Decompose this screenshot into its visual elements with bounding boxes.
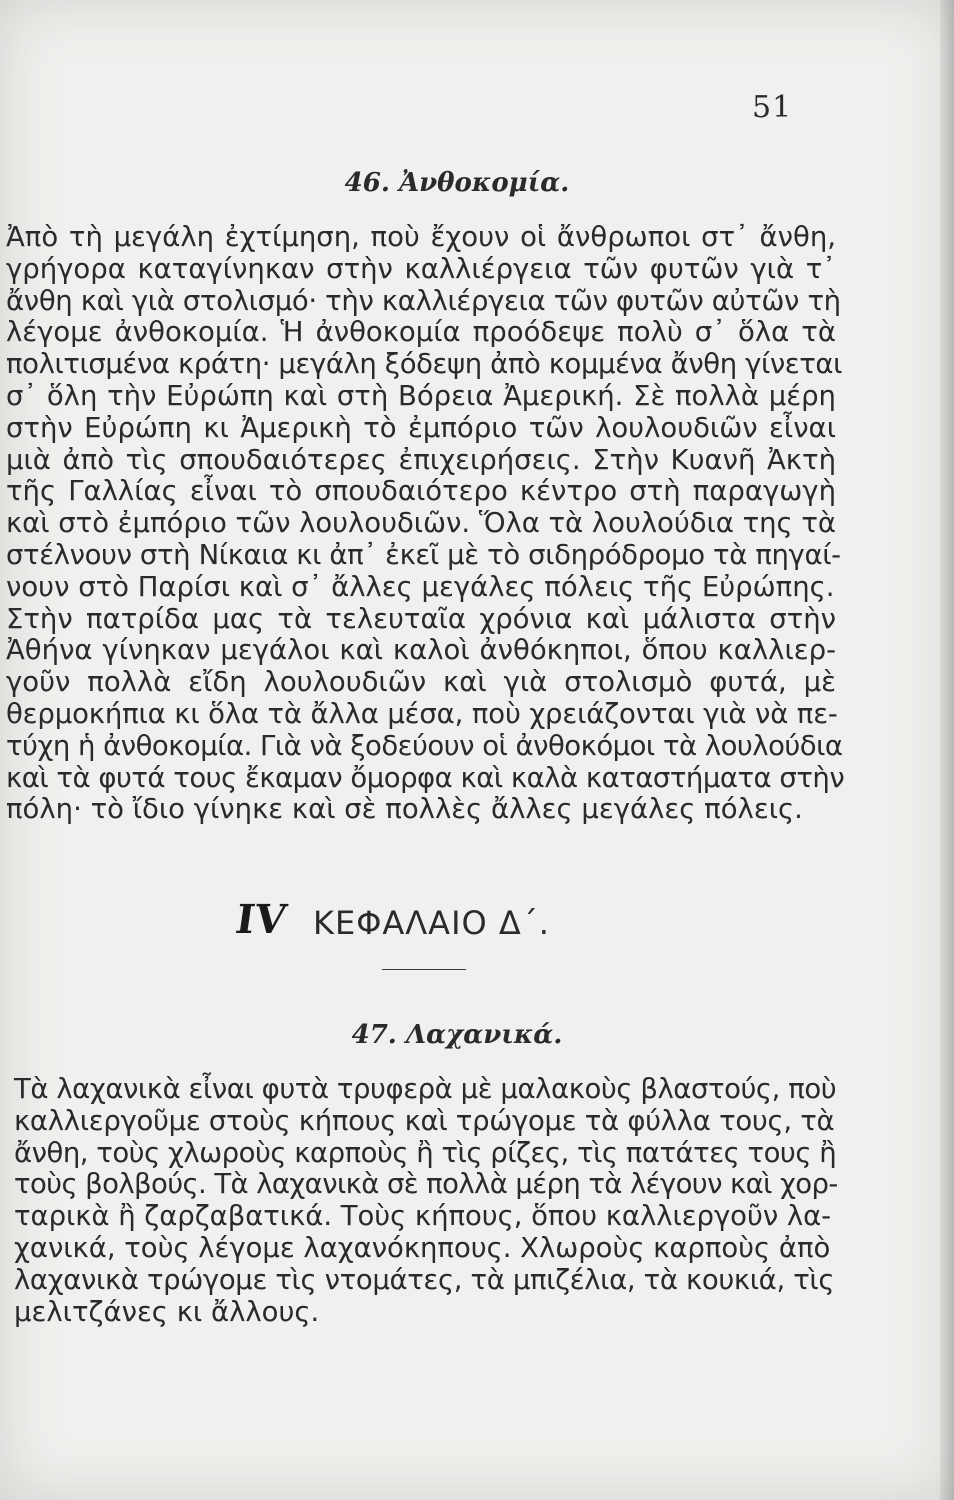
page-number: 51 [752,90,793,125]
text-line: θερμοκήπια κι ὅλα τὰ ἄλλα μέσα, ποὺ χρειάζονται γιὰ νὰ πε- [6,697,838,730]
text-line: λέγομε ἀνθοκομία. Ἡ ἀνθοκομία προόδεψε πολὺ σ᾽ ὅλα τὰ [6,316,836,349]
text-line: ἄνθη, τοὺς χλωροὺς καρποὺς ἢ τὶς ρίζες, τὶς πατάτες τους ἢ [14,1136,837,1169]
section-47-title: 47. Λαχανικά. [351,1020,563,1050]
text-line: στέλνουν στὴ Νίκαια κι ἀπ᾽ ἐκεῖ μὲ τὸ σιδηρόδρομο τὰ πηγαί- [6,538,841,571]
text-line: καὶ στὸ ἐμπόριο τῶν λουλουδιῶν. Ὅλα τὰ λουλούδια της τὰ [6,507,836,540]
text-line: τοὺς βολβούς. Τὰ λαχανικὰ σὲ πολλὰ μέρη τὰ λέγουν καὶ χορ- [14,1168,838,1201]
text-line: ἄνθη καὶ γιὰ στολισμό· τὴν καλλιέργεια τῶν φυτῶν αὐτῶν τὴ [6,284,841,317]
section-46-text [6,221,845,826]
text-line: πόλη· τὸ ἴδιο γίνηκε καὶ σὲ πολλὲς ἄλλες μεγάλες πόλεις. [6,793,803,826]
text-line: στὴν Εὐρώπη κι Ἀμερικὴ τὸ ἐμπόριο τῶν λουλουδιῶν εἶναι [6,411,836,444]
text-line: χανικά, τοὺς λέγομε λαχανόκηπους. Χλωροὺς καρποὺς ἀπὸ [14,1231,831,1264]
chapter-title: ΚΕΦΑΛΑΙΟ Δ΄. [313,904,550,942]
text-line: τῆς Γαλλίας εἶναι τὸ σπουδαιότερο κέντρο στὴ παραγωγὴ [6,475,836,508]
text-line: πολιτισμένα κράτη· μεγάλη ξόδεψη ἀπὸ κομμένα ἄνθη γίνεται [6,348,843,381]
text-line: Ἀθήνα γίνηκαν μεγάλοι καὶ καλοὶ ἀνθόκηποι, ὅπου καλλιερ- [6,634,836,667]
text-line: τύχη ἡ ἀνθοκομία. Γιὰ νὰ ξοδεύουν οἱ ἀνθοκόμοι τὰ λουλούδια [6,729,843,762]
text-line: νουν στὸ Παρίσι καὶ σ᾽ ἄλλες μεγάλες πόλεις τῆς Εὐρώπης. [6,570,835,603]
text-line: λαχανικὰ τρώγομε τὶς ντομάτες, τὰ μπιζέλια, τὰ κουκιά, τὶς [14,1263,835,1296]
chapter-heading [0,896,954,956]
section-46-title: 46. Ἀνθοκομία. [344,168,570,198]
text-line: γρήγορα καταγίνηκαν στὴν καλλιέργεια τῶν φυτῶν γιὰ τ᾽ [6,252,836,285]
text-line: μελιτζάνες κι ἄλλους. [14,1295,320,1328]
text-line: γοῦν πολλὰ εἴδη λουλουδιῶν καὶ γιὰ στολισμὸ φυτά, μὲ [6,666,836,699]
text-line: μιὰ ἀπὸ τὶς σπουδαιότερες ἐπιχειρήσεις. Στὴν Κυανῆ Ἀκτὴ [6,443,836,476]
text-line: σ᾽ ὅλη τὴν Εὐρώπη καὶ στὴ Βόρεια Ἀμερική. Σὲ πολλὰ μέρη [6,379,836,412]
text-line: Τὰ λαχανικὰ εἶναι φυτὰ τρυφερὰ μὲ μαλακοὺς βλαστούς, ποὺ [14,1073,837,1105]
text-line: καλλιεργοῦμε στοὺς κήπους καὶ τρώγομε τὰ φύλλα τους, τὰ [14,1104,835,1137]
section-47-text [14,1073,838,1328]
text-line: Ἀπὸ τὴ μεγάλη ἐχτίμηση, ποὺ ἔχουν οἱ ἄνθρωποι στ᾽ ἄνθη, [6,221,836,253]
divider-line [382,969,466,970]
text-line: καὶ τὰ φυτά τους ἔκαμαν ὄμορφα καὶ καλὰ καταστήματα στὴν [6,761,845,794]
page-edge-shadow [940,0,954,1500]
text-line: ταρικὰ ἢ ζαρζαβατικά. Τοὺς κήπους, ὅπου καλλιεργοῦν λα- [14,1200,832,1233]
handwritten-chapter-mark: IV [232,896,290,943]
text-line: Στὴν πατρίδα μας τὰ τελευταῖα χρόνια καὶ μάλιστα στὴν [6,602,836,635]
